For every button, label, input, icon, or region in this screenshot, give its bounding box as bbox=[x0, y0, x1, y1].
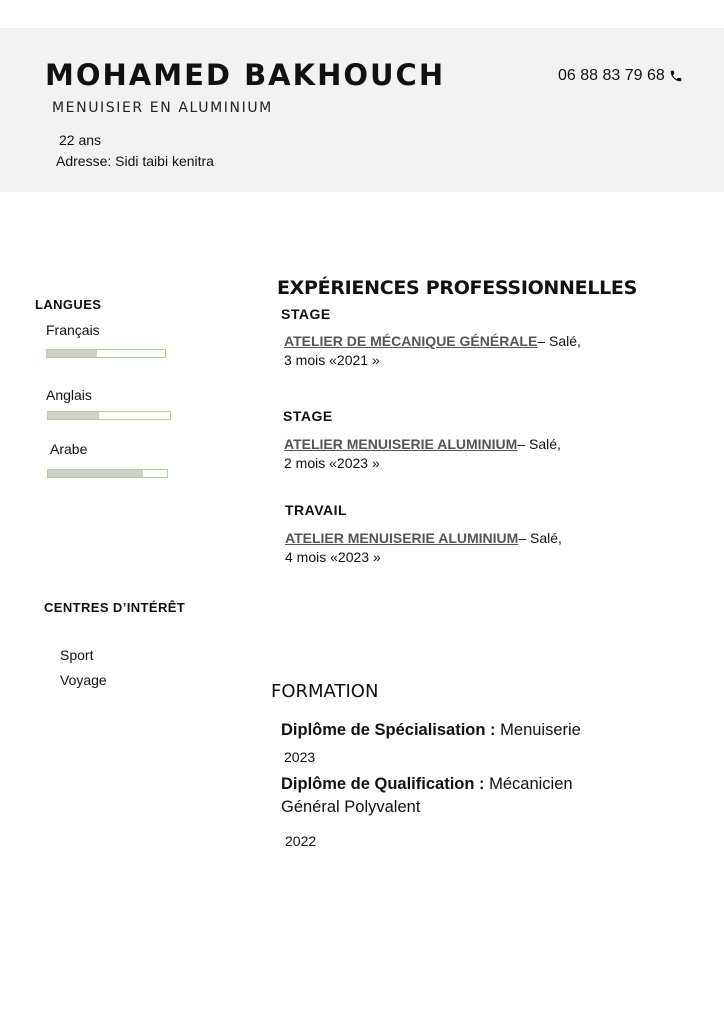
language-level-bar bbox=[47, 469, 168, 478]
experience-entry bbox=[284, 435, 561, 473]
diploma-field: Menuiserie bbox=[495, 721, 581, 739]
experience-entry bbox=[285, 529, 562, 567]
age-text: 22 ans bbox=[59, 132, 102, 148]
experience-location: – Salé, bbox=[518, 530, 562, 546]
experience-title: EXPÉRIENCES PROFESSIONNELLES bbox=[277, 277, 637, 299]
language-level-fill bbox=[48, 412, 99, 419]
language-level-bar bbox=[47, 411, 171, 420]
company-name: ATELIER DE MÉCANIQUE GÉNÉRALE bbox=[284, 333, 538, 349]
diploma-name: Diplôme de Qualification : bbox=[281, 775, 485, 793]
diploma-entry bbox=[281, 773, 611, 819]
phone-contact bbox=[558, 67, 683, 85]
education-title: FORMATION bbox=[271, 681, 379, 702]
candidate-name: MOHAMED BAKHOUCH bbox=[45, 58, 446, 92]
interest-item: Voyage bbox=[60, 672, 107, 688]
language-label: Arabe bbox=[50, 441, 88, 457]
experience-duration: 2 mois «2023 » bbox=[284, 455, 380, 471]
phone-icon bbox=[669, 69, 683, 83]
job-title: MENUISIER EN ALUMINIUM bbox=[52, 100, 273, 116]
experience-duration: 3 mois «2021 » bbox=[284, 352, 380, 368]
diploma-field: Mécanicien Général Polyvalent bbox=[281, 775, 573, 816]
experience-type: TRAVAIL bbox=[285, 502, 348, 518]
diploma-year: 2023 bbox=[284, 749, 316, 765]
company-name: ATELIER MENUISERIE ALUMINIUM bbox=[284, 436, 518, 452]
diploma-year: 2022 bbox=[285, 833, 317, 849]
address-text: Adresse: Sidi taibi kenitra bbox=[56, 153, 214, 169]
experience-type: STAGE bbox=[281, 306, 331, 322]
language-level-fill bbox=[48, 470, 143, 477]
interest-item: Sport bbox=[60, 647, 94, 663]
experience-type: STAGE bbox=[283, 408, 333, 424]
interests-title: CENTRES D’INTÉRÊT bbox=[44, 600, 186, 615]
experience-location: – Salé, bbox=[537, 333, 581, 349]
company-name: ATELIER MENUISERIE ALUMINIUM bbox=[285, 530, 519, 546]
language-label: Anglais bbox=[46, 387, 92, 403]
experience-location: – Salé, bbox=[517, 436, 561, 452]
languages-title: LANGUES bbox=[35, 297, 102, 312]
language-level-bar bbox=[46, 349, 166, 358]
language-label: Français bbox=[46, 322, 100, 338]
experience-duration: 4 mois «2023 » bbox=[285, 549, 381, 565]
experience-entry bbox=[284, 332, 581, 370]
diploma-name: Diplôme de Spécialisation : bbox=[281, 721, 496, 739]
phone-number: 06 88 83 79 68 bbox=[558, 67, 665, 84]
diploma-entry bbox=[281, 719, 611, 742]
language-level-fill bbox=[47, 350, 97, 357]
